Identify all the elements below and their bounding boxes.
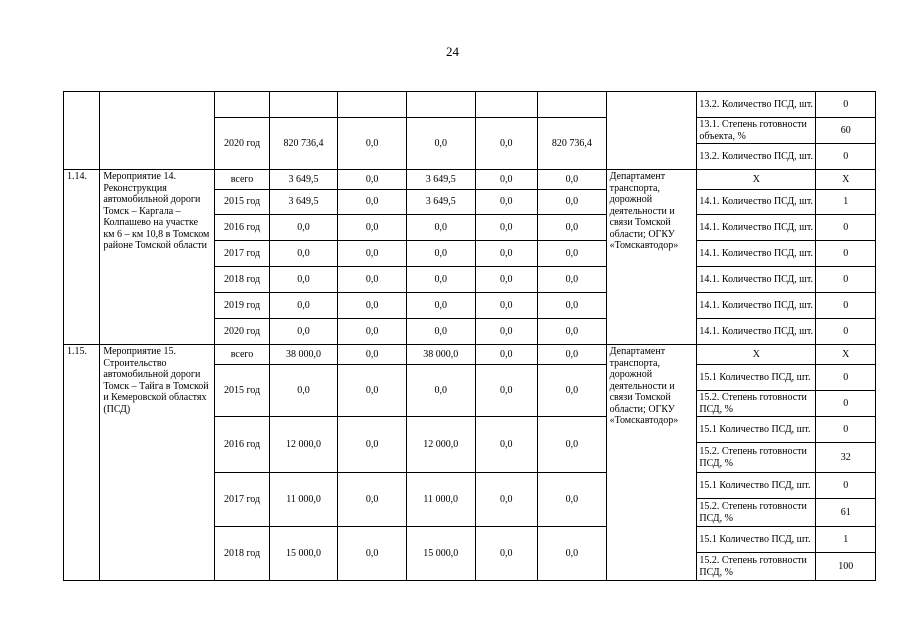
page-number: 24 (446, 44, 459, 59)
year-cell: всего (215, 170, 269, 190)
num-cell (64, 92, 100, 170)
value-cell: 0,0 (475, 170, 538, 190)
value-cell: 0,0 (338, 345, 407, 365)
indicator-value: Х (816, 345, 876, 365)
value-cell: 0,0 (269, 215, 338, 241)
value-cell: 0,0 (475, 365, 538, 417)
value-cell: 0,0 (269, 293, 338, 319)
year-cell: 2018 год (215, 527, 269, 581)
value-cell: 0,0 (475, 417, 538, 473)
value-cell: 0,0 (538, 473, 607, 527)
value-cell: 0,0 (475, 319, 538, 345)
indicator-value: 0 (816, 144, 876, 170)
value-cell: 0,0 (475, 345, 538, 365)
indicator-label: 14.1. Количество ПСД, шт. (697, 267, 816, 293)
value-cell: 0,0 (475, 241, 538, 267)
value-cell: 0,0 (538, 365, 607, 417)
table-row (64, 92, 876, 118)
value-cell: 0,0 (406, 215, 475, 241)
value-cell: 0,0 (406, 319, 475, 345)
value-cell: 0,0 (406, 293, 475, 319)
indicator-label: 15.1 Количество ПСД, шт. (697, 527, 816, 553)
indicator-label: 14.1. Количество ПСД, шт. (697, 215, 816, 241)
year-cell: всего (215, 345, 269, 365)
year-cell: 2020 год (215, 319, 269, 345)
indicator-value: 100 (816, 553, 876, 581)
value-cell: 820 736,4 (538, 118, 607, 170)
indicator-value: 0 (816, 293, 876, 319)
year-cell: 2020 год (215, 118, 269, 170)
indicator-label: 14.1. Количество ПСД, шт. (697, 293, 816, 319)
indicator-label: 15.2. Степень готовности ПСД, % (697, 391, 816, 417)
value-cell: 38 000,0 (406, 345, 475, 365)
value-cell: 0,0 (475, 267, 538, 293)
indicator-value: 0 (816, 241, 876, 267)
table-row (64, 345, 876, 365)
indicator-label: 14.1. Количество ПСД, шт. (697, 190, 816, 215)
year-cell: 2015 год (215, 190, 269, 215)
year-cell: 2019 год (215, 293, 269, 319)
value-cell: 0,0 (338, 473, 407, 527)
indicator-value: 60 (816, 118, 876, 144)
value-cell: 0,0 (338, 319, 407, 345)
indicator-label: Х (697, 170, 816, 190)
value-cell: 0,0 (475, 527, 538, 581)
value-cell: 0,0 (538, 190, 607, 215)
indicator-value: 0 (816, 391, 876, 417)
indicator-value: 0 (816, 365, 876, 391)
value-cell: 0,0 (269, 241, 338, 267)
value-cell: 0,0 (406, 118, 475, 170)
year-cell: 2017 год (215, 473, 269, 527)
year-cell: 2015 год (215, 365, 269, 417)
value-cell: 0,0 (338, 417, 407, 473)
value-cell: 3 649,5 (269, 170, 338, 190)
indicator-value: 32 (816, 443, 876, 473)
value-cell: 0,0 (269, 365, 338, 417)
year-cell: 2016 год (215, 215, 269, 241)
indicator-label: 14.1. Количество ПСД, шт. (697, 319, 816, 345)
indicator-value: 0 (816, 319, 876, 345)
year-cell: 2017 год (215, 241, 269, 267)
name-cell: Мероприятие 15. Строительство автомобильной дороги Томск – Тайга в Томской и Кемеровской областях (ПСД) (100, 345, 215, 581)
indicator-value: 0 (816, 215, 876, 241)
value-cell: 0,0 (538, 319, 607, 345)
indicator-value: 61 (816, 499, 876, 527)
indicator-value: 0 (816, 267, 876, 293)
indicator-value: 0 (816, 92, 876, 118)
value-cell: 38 000,0 (269, 345, 338, 365)
value-cell: 0,0 (406, 267, 475, 293)
value-cell: 0,0 (538, 215, 607, 241)
indicator-label: 15.1 Количество ПСД, шт. (697, 473, 816, 499)
name-cell: Мероприятие 14. Реконструкция автомобильной дороги Томск – Каргала – Колпашево на участке км 6 – км 10,8 в Томском районе Томской области (100, 170, 215, 345)
value-cell: 12 000,0 (406, 417, 475, 473)
indicator-label: 15.2. Степень готовности ПСД, % (697, 553, 816, 581)
value-cell: 3 649,5 (406, 170, 475, 190)
value-cell: 0,0 (338, 527, 407, 581)
value-cell: 0,0 (338, 118, 407, 170)
executor-cell: Департамент транспорта, дорожной деятельности и связи Томской области; ОГКУ «Томскавтодор» (606, 345, 697, 581)
value-cell: 0,0 (538, 527, 607, 581)
executor-cell: Департамент транспорта, дорожной деятельности и связи Томской области; ОГКУ «Томскавтодор» (606, 170, 697, 345)
value-cell: 0,0 (538, 417, 607, 473)
indicator-label: 13.1. Степень готовности объекта, % (697, 118, 816, 144)
value-cell: 11 000,0 (406, 473, 475, 527)
num-cell: 1.15. (64, 345, 100, 581)
value-cell: 0,0 (475, 118, 538, 170)
value-cell: 0,0 (338, 170, 407, 190)
indicator-label: 14.1. Количество ПСД, шт. (697, 241, 816, 267)
value-cell: 0,0 (538, 170, 607, 190)
value-cell: 0,0 (538, 267, 607, 293)
value-cell: 15 000,0 (406, 527, 475, 581)
value-cell: 0,0 (475, 215, 538, 241)
value-cell: 11 000,0 (269, 473, 338, 527)
indicator-value: 1 (816, 190, 876, 215)
indicator-label: 13.2. Количество ПСД, шт. (697, 144, 816, 170)
value-cell: 0,0 (269, 319, 338, 345)
indicator-label: Х (697, 345, 816, 365)
value-cell: 0,0 (338, 293, 407, 319)
indicator-value: 0 (816, 473, 876, 499)
value-cell: 820 736,4 (269, 118, 338, 170)
value-cell: 0,0 (338, 241, 407, 267)
year-cell: 2016 год (215, 417, 269, 473)
indicator-label: 15.1 Количество ПСД, шт. (697, 417, 816, 443)
value-cell: 0,0 (475, 293, 538, 319)
indicator-label: 13.2. Количество ПСД, шт. (697, 92, 816, 118)
value-cell: 0,0 (475, 473, 538, 527)
value-cell: 0,0 (406, 241, 475, 267)
value-cell: 0,0 (338, 365, 407, 417)
value-cell: 0,0 (338, 215, 407, 241)
value-cell: 15 000,0 (269, 527, 338, 581)
program-table (63, 91, 876, 581)
value-cell: 0,0 (538, 345, 607, 365)
table-row (64, 170, 876, 190)
year-cell: 2018 год (215, 267, 269, 293)
num-cell: 1.14. (64, 170, 100, 345)
value-cell: 3 649,5 (269, 190, 338, 215)
value-cell: 3 649,5 (406, 190, 475, 215)
value-cell: 0,0 (338, 267, 407, 293)
indicator-label: 15.2. Степень готовности ПСД, % (697, 443, 816, 473)
value-cell: 0,0 (475, 190, 538, 215)
name-cell (100, 92, 215, 170)
executor-cell (606, 92, 697, 170)
value-cell: 0,0 (538, 293, 607, 319)
value-cell: 12 000,0 (269, 417, 338, 473)
indicator-label: 15.2. Степень готовности ПСД, % (697, 499, 816, 527)
indicator-value: Х (816, 170, 876, 190)
value-cell: 0,0 (538, 241, 607, 267)
indicator-label: 15.1 Количество ПСД, шт. (697, 365, 816, 391)
value-cell: 0,0 (269, 267, 338, 293)
value-cell: 0,0 (338, 190, 407, 215)
indicator-value: 1 (816, 527, 876, 553)
indicator-value: 0 (816, 417, 876, 443)
value-cell: 0,0 (406, 365, 475, 417)
